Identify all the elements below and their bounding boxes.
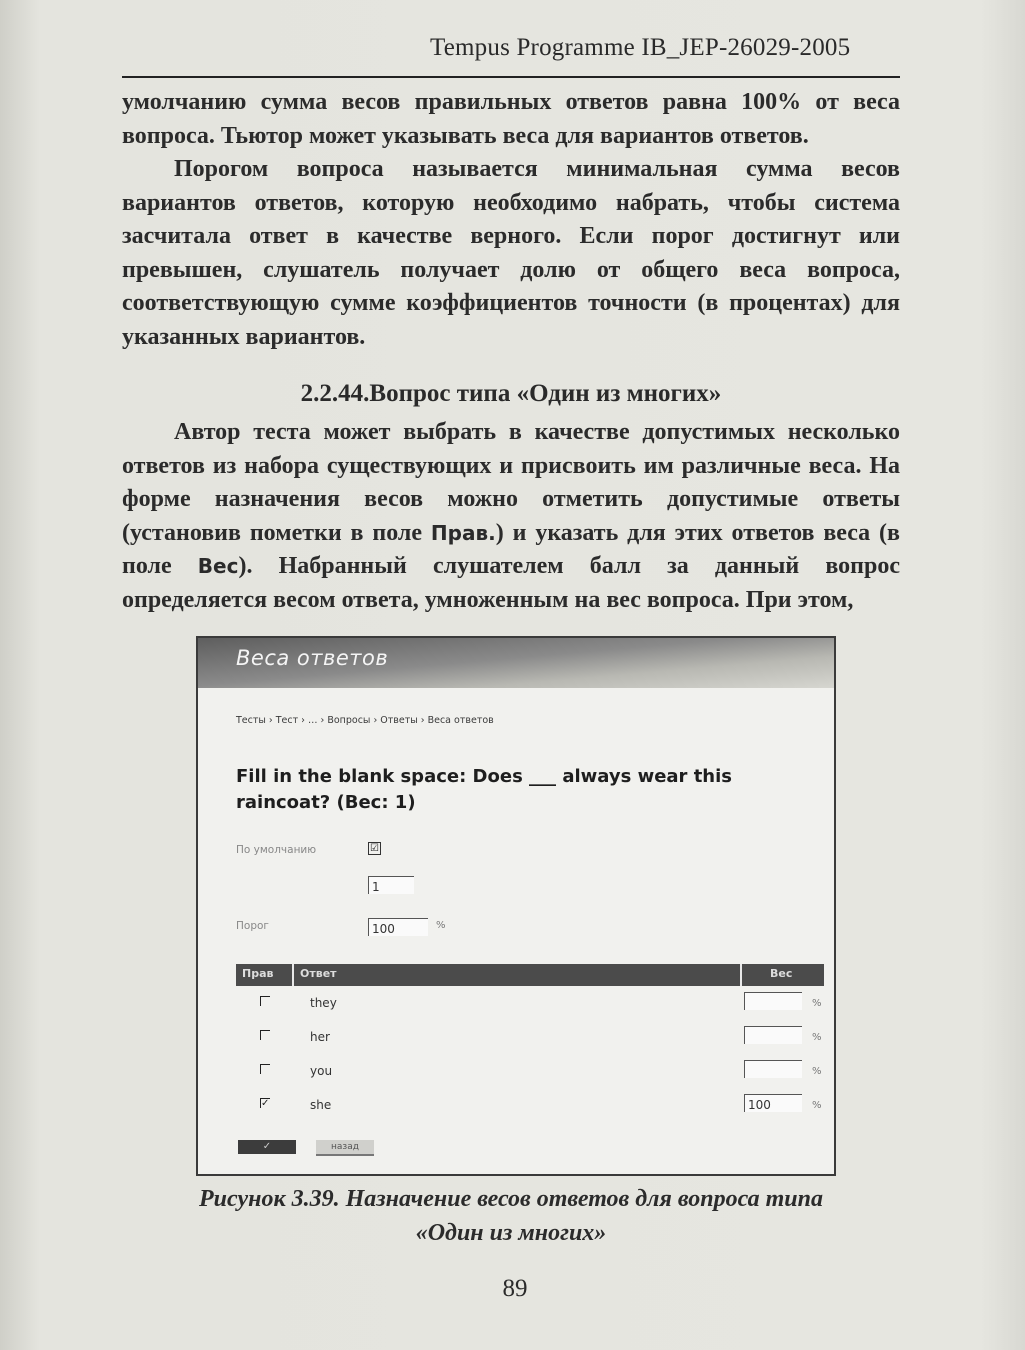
- row-weight-unit: %: [812, 1032, 822, 1043]
- row-correct-checkbox[interactable]: [260, 996, 270, 1006]
- figure-banner-title: Веса ответов: [236, 646, 389, 670]
- column-answer: Ответ: [300, 967, 337, 980]
- row-answer: she: [310, 1098, 332, 1112]
- row-weight-input[interactable]: [744, 992, 802, 1010]
- weight-input[interactable]: 1: [368, 876, 414, 894]
- row-answer: you: [310, 1064, 333, 1078]
- row-correct-checkbox[interactable]: [260, 1030, 270, 1040]
- caption-line-1: Рисунок 3.39. Назначение весов ответов для вопроса типа: [198, 1186, 824, 1212]
- default-checkbox[interactable]: ☑: [368, 842, 381, 855]
- page-number: 89: [502, 1275, 528, 1302]
- row-correct-checkbox[interactable]: [260, 1064, 270, 1074]
- figure-banner: [198, 638, 834, 688]
- row-weight-input[interactable]: 100: [744, 1094, 802, 1112]
- threshold-input[interactable]: 100: [368, 918, 428, 936]
- threshold-label: Порог: [236, 920, 269, 932]
- paragraph-3-part-3: ). Набранный слушателем балл за данный вопрос определяется весом ответа, умноженным на вес вопроса. При этом,: [122, 553, 900, 613]
- body-text-top: [122, 86, 900, 354]
- answers-table-header: [236, 964, 824, 986]
- figure-screenshot: [196, 636, 836, 1176]
- paragraph-1: умолчанию сумма весов правильных ответов равна 100% от веса вопроса. Тьютор может указывать веса для вариантов ответов.: [122, 89, 900, 149]
- caption-line-2: «Один из многих»: [415, 1220, 607, 1246]
- back-button[interactable]: назад: [316, 1140, 374, 1156]
- row-weight-unit: %: [812, 998, 822, 1009]
- default-label: По умолчанию: [236, 844, 317, 856]
- row-correct-checkbox[interactable]: ✓: [261, 1098, 270, 1109]
- paragraph-2: Порогом вопроса называется минимальная сумма весов вариантов ответов, которую необходимо набрать, чтобы система засчитала ответ в качестве верного. Если порог достигнут или превышен, слушатель получает долю от общего веса вопроса, соответствующую сумме коэффициентов точности (в процентах) для указанных вариантов.: [122, 156, 900, 350]
- section-title: 2.2.44.Вопрос типа «Один из многих»: [300, 380, 722, 407]
- paragraph-3-part-1: Автор теста может выбрать в качестве допустимых несколько ответов из набора существующих и присвоить им различные веса. На форме назначения весов можно отметить допустимые ответы (установив пометки в поле: [122, 419, 900, 546]
- column-weight: Вес: [770, 967, 793, 980]
- save-button[interactable]: ✓: [238, 1140, 296, 1154]
- running-head: Tempus Programme IB_JEP-26029-2005: [430, 34, 851, 61]
- header-rule: [122, 76, 900, 78]
- term-weight-field: Вес: [197, 554, 239, 578]
- column-divider: [292, 964, 294, 986]
- paragraph-3: [122, 416, 900, 617]
- row-answer: they: [310, 996, 337, 1010]
- threshold-unit: %: [436, 920, 446, 931]
- row-weight-unit: %: [812, 1066, 822, 1077]
- question-text: Fill in the blank space: Does ___ always wear this raincoat? (Вес: 1): [236, 766, 733, 813]
- column-correct: Прав: [242, 967, 274, 980]
- paragraph-3-part-2: ) и указать для этих ответов веса (в поле: [122, 519, 901, 579]
- body-text-section: [122, 416, 900, 617]
- row-answer: her: [310, 1030, 330, 1044]
- figure-caption: [122, 1182, 900, 1250]
- term-correct-field: Прав.: [430, 520, 496, 545]
- column-divider: [740, 964, 742, 986]
- breadcrumb[interactable]: Тесты › Тест › … › Вопросы › Ответы › Веса ответов: [236, 715, 494, 726]
- row-weight-unit: %: [812, 1100, 822, 1111]
- row-weight-input[interactable]: [744, 1026, 802, 1044]
- row-weight-input[interactable]: [744, 1060, 802, 1078]
